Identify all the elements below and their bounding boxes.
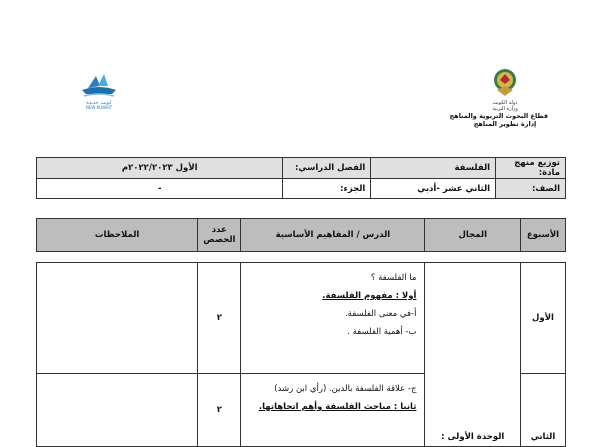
term-value: الأول ٢٠٢٢/٢٠٢٣م [37, 158, 283, 179]
lesson-line: أ-في معنى الفلسفة. [344, 309, 417, 319]
svg-text:كويت جديدة: كويت جديدة [86, 100, 112, 106]
ministry-header [449, 66, 548, 128]
svg-text:NEW KUWAIT: NEW KUWAIT [85, 105, 113, 110]
part-value: - [37, 179, 283, 199]
lesson-cell [241, 374, 425, 447]
sector-name: قطاع البحوث التربوية والمناهج [449, 112, 548, 120]
header-notes: الملاحظات [37, 219, 198, 252]
subject-label: توزيع منهج مادة: [496, 158, 566, 179]
lesson-line: أولا : مفهوم الفلسفة. [322, 291, 417, 301]
table-row [37, 263, 566, 374]
grade-label: الصف: [496, 179, 566, 199]
header-lesson: الدرس / المفاهيم الأساسية [241, 219, 425, 252]
lesson-cell [241, 263, 425, 374]
header-domain: المجال [425, 219, 521, 252]
lesson-line: ب- أهمية الفلسفة . [347, 327, 417, 337]
notes-cell [37, 374, 198, 447]
lesson-line: ج- علاقة الفلسفة بالدين. (رأي ابن رشد) [274, 384, 417, 394]
header-count: عدد الحصص [198, 219, 241, 252]
term-label: الفصل الدراسي: [283, 158, 371, 179]
week-cell: الثاني [521, 374, 566, 447]
new-kuwait-logo [74, 70, 124, 110]
week-cell: الأول [521, 263, 566, 374]
header-week: الأسبوع [521, 219, 566, 252]
grade-value: الثاني عشر -أدبي [371, 179, 496, 199]
count-cell: ٢ [198, 263, 241, 374]
subject-value: الفلسفة [371, 158, 496, 179]
lesson-line: ما الفلسفة ؟ [370, 273, 417, 283]
notes-cell [37, 263, 198, 374]
lesson-line: ثانيا : مباحث الفلسفة وأهم اتجاهاتها. [258, 402, 417, 412]
part-label: الجزء: [283, 179, 371, 199]
curriculum-plan-table [36, 218, 566, 447]
course-info-table [36, 157, 566, 199]
kuwait-emblem-icon [491, 66, 519, 100]
department-name: إدارة تطوير المناهج [473, 120, 537, 128]
ministry-line1: دولة الكويت [492, 100, 518, 106]
domain-cell: الوحدة الأولى : [425, 263, 521, 447]
count-cell: ٢ [198, 374, 241, 447]
ministry-line2: وزارة التربية [492, 106, 518, 112]
